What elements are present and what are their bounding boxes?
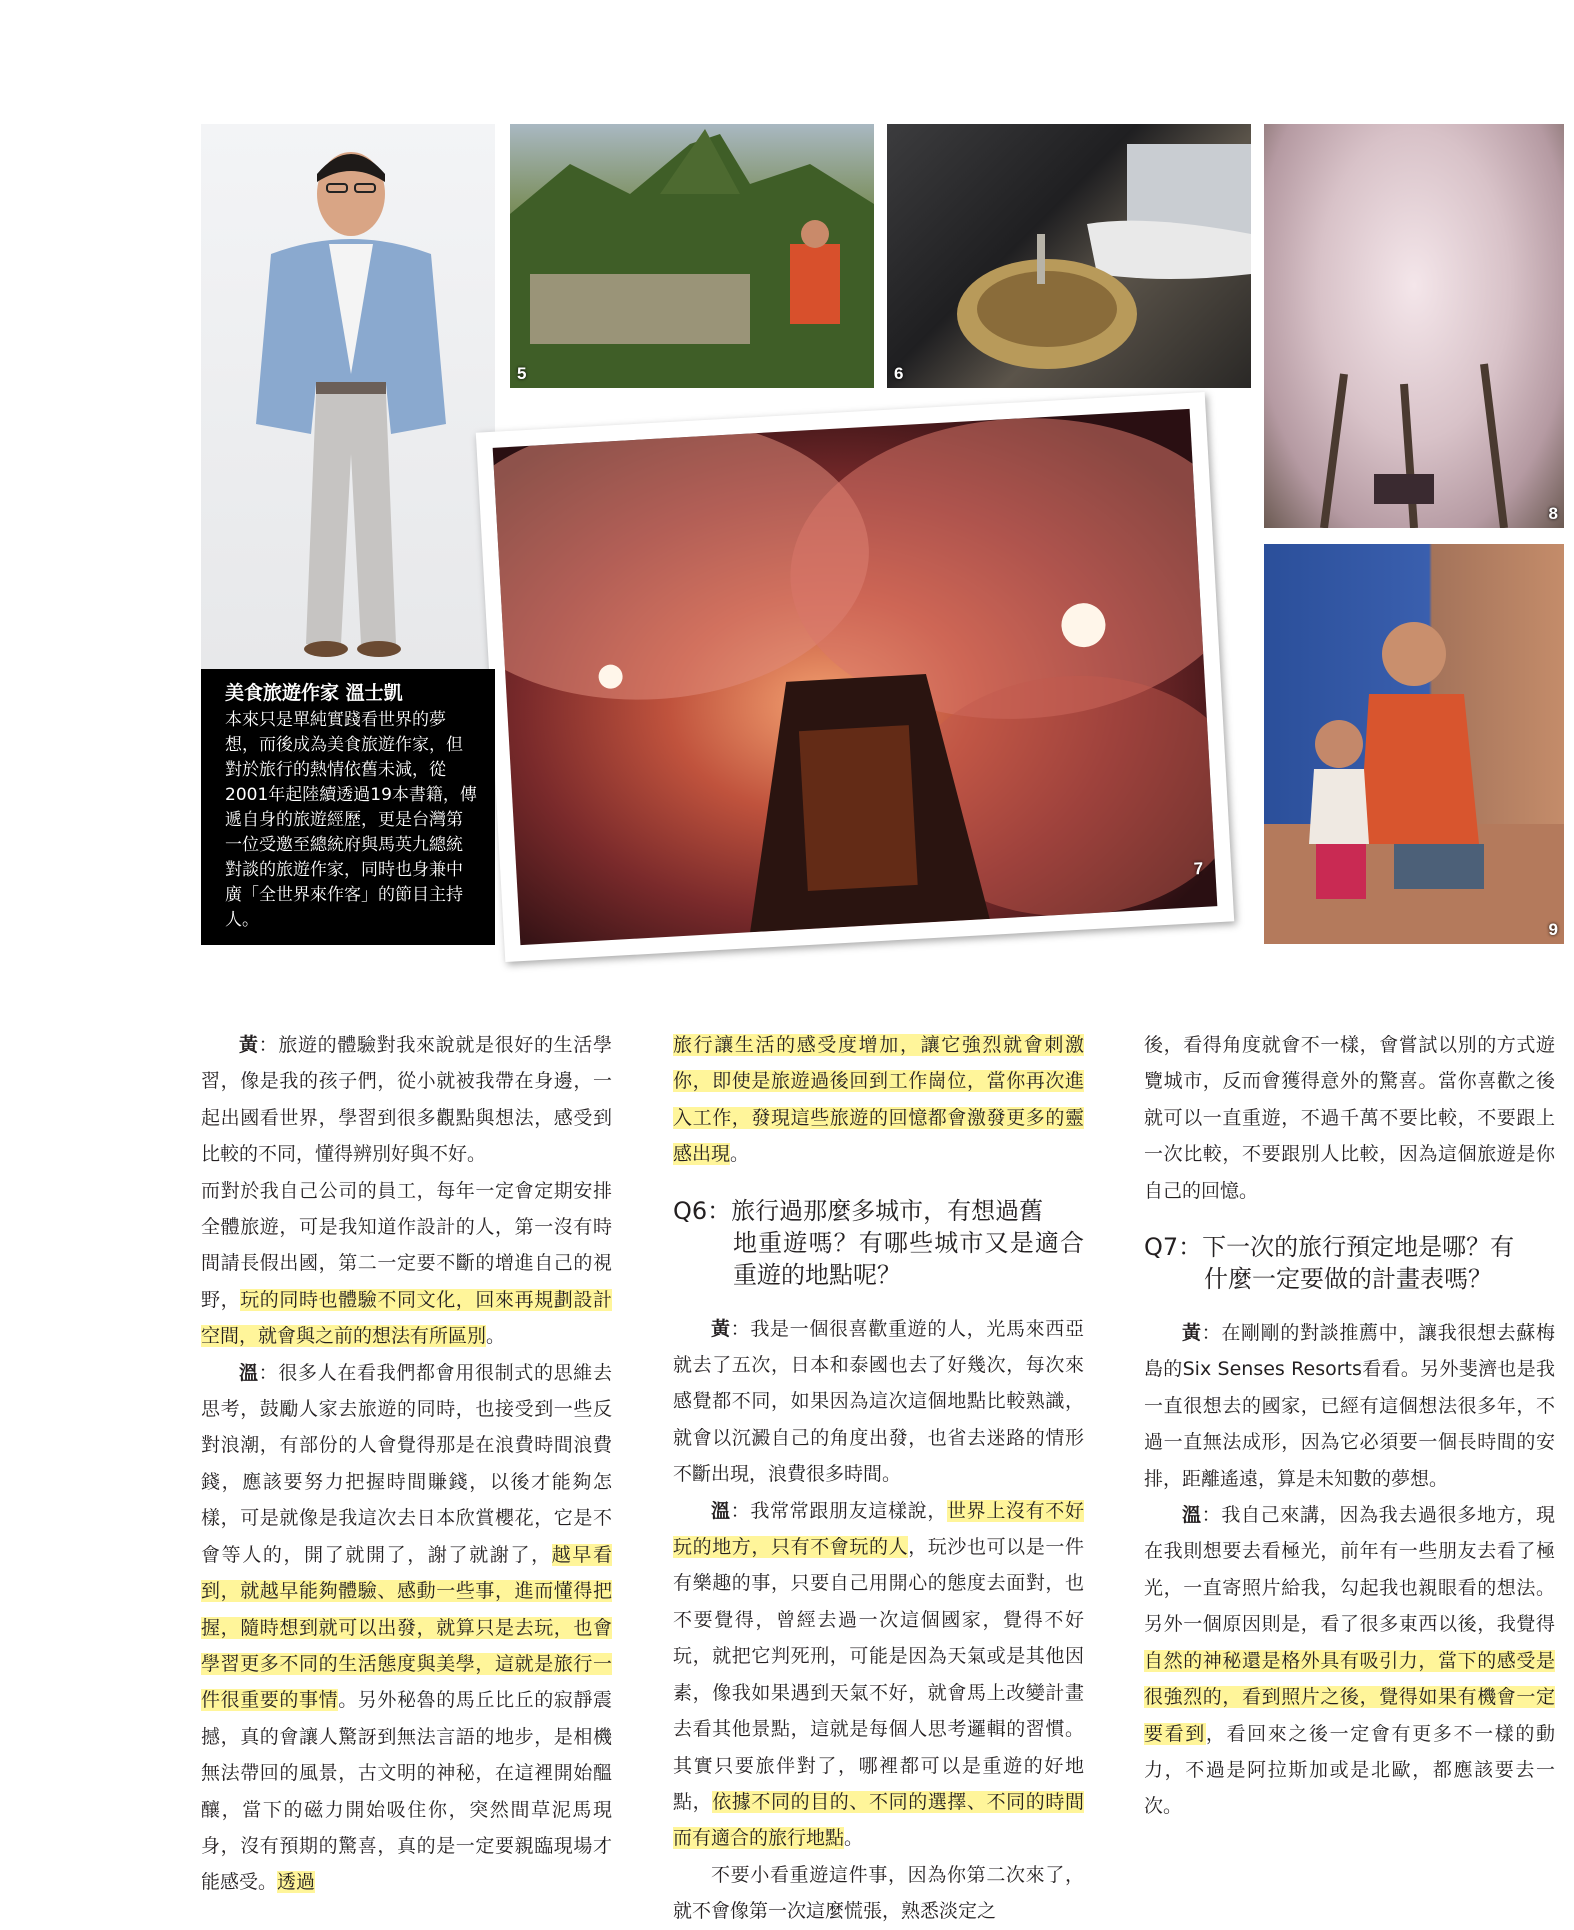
highlighted-text: 自然的神秘還是格外具有吸引力，當下的感受是很強烈的，看到照片之後，覺得如果有機會一定要看到 — [1144, 1649, 1555, 1745]
paragraph — [201, 1173, 612, 1355]
caption-body: 本來只是單純實踐看世界的夢想，而後成為美食旅遊作家，但對於旅行的熱情依舊未減，從2001年起陸續透過19本書籍，傳遞自身的旅遊經歷，更是台灣第一位受邀至總統府與馬英九總統對談的旅遊作家，同時也身兼中廣「全世界來作客」的節目主持人。 — [225, 710, 477, 930]
photo-machu-picchu — [510, 124, 874, 388]
text-column-1 — [201, 1027, 612, 1901]
paragraph-text: 。 — [844, 1827, 864, 1850]
boy-child-illustration — [1264, 544, 1564, 944]
photo-cherry-blossom-park — [1264, 124, 1564, 528]
cherry-park-illustration — [1264, 124, 1564, 528]
paragraph — [201, 1027, 612, 1173]
paragraph-text: 而對於我自己公司的員工，每年一定會定期安排全體旅遊，可是我知道作設計的人，第一沒有時間請長假出國，第二一定要不斷的增進自己的視野， — [201, 1179, 612, 1311]
speaker-label: 黃 — [1182, 1322, 1202, 1345]
paragraph-text: ：在剛剛的對談推薦中，讓我很想去蘇梅島的Six Senses Resorts看看。另外斐濟也是我一直很想去的國家，已經有這個想法很多年，不過一直無法成形，因為它必須要一個長時間的安排，距離遙遠，算是未知數的夢想。 — [1144, 1322, 1555, 1490]
question-text: 下一次的旅行預定地是哪？有 — [1202, 1233, 1515, 1262]
paragraph-text: ，看回來之後一定會有更多不一樣的動力，不過是阿拉斯加或是北歐，都應該要去一次。 — [1144, 1722, 1555, 1818]
night-blossom-illustration — [493, 409, 1218, 945]
highlighted-text: 越早看到，就越早能夠體驗、感動一些事，進而懂得把握，隨時想到就可以出發，就算只是去玩，也會學習更多不同的生活態度與美學，這就是旅行一件很重要的事情 — [201, 1543, 612, 1712]
question-text: 什麼一定要做的計畫表嗎？ — [1204, 1265, 1492, 1294]
paragraph — [673, 1857, 1084, 1930]
paragraph — [1144, 1497, 1555, 1825]
author-caption-box — [201, 669, 495, 945]
paragraph-text: ：我自己來講，因為我去過很多地方，現在我則想要去看極光，前年有一些朋友去看了極光，一直寄照片給我，勾起我也親眼看的想法。另外一個原因則是，看了很多東西以後，我覺得 — [1144, 1504, 1555, 1636]
portrait-illustration — [201, 124, 495, 669]
question-text: 地重遊嗎？有哪些城市又是適合重遊的地點呢？ — [733, 1228, 1084, 1289]
highlighted-text: 世界上沒有不好玩的地方，只有不會玩的人 — [673, 1499, 1084, 1559]
paragraph — [1144, 1027, 1555, 1209]
paragraph-text: ：我常常跟朋友這樣說， — [730, 1499, 947, 1522]
paragraph-text: 。 — [486, 1325, 506, 1348]
highlighted-text: 依據不同的目的、不同的選擇、不同的時間而有適合的旅行地點 — [673, 1790, 1084, 1850]
question-label: Q7： — [1144, 1233, 1203, 1262]
paragraph — [673, 1493, 1084, 1857]
highlighted-text: 透過 — [277, 1871, 316, 1894]
paragraph-text: ，玩沙也可以是一件有樂趣的事，只要自己用開心的態度去面對，也不要覺得，曾經去過一次這個國家，覺得不好玩，就把它判死刑，可能是因為天氣或是其他因素，像我如果遇到天氣不好，就會馬上改變計畫去看其他景點，這就是每個人思考邏輯的習慣。其實只要旅伴對了，哪裡都可以是重遊的好地點， — [673, 1536, 1084, 1813]
photo-bathroom-sink — [887, 124, 1251, 388]
machu-picchu-illustration — [510, 124, 874, 388]
text-column-3 — [1144, 1027, 1555, 1825]
paragraph-text: 。 — [730, 1143, 750, 1166]
paragraph — [673, 1027, 1084, 1173]
photo-cherry-blossom-river-night — [493, 409, 1218, 945]
photo-frame-7 — [476, 392, 1234, 962]
speaker-label: 黃 — [239, 1034, 259, 1056]
paragraph-text: ：我是一個很喜歡重遊的人，光馬來西亞就去了五次，日本和泰國也去了好幾次，每次來感覺都不同，如果因為這次這個地點比較熟識，就會以沉澱自己的角度出發，也省去迷路的情形不斷出現，浪費很多時間。 — [673, 1317, 1084, 1486]
paragraph-text: ：旅遊的體驗對我來說就是很好的生活學習，像是我的孩子們，從小就被我帶在身邊，一起出國看世界，學習到很多觀點與想法，感受到比較的不同，懂得辨別好與不好。 — [201, 1034, 612, 1166]
highlighted-text: 旅行讓生活的感受度增加，讓它強烈就會刺激你，即使是旅遊過後回到工作崗位，當你再次進入工作，發現這些旅遊的回憶都會激發更多的靈感出現 — [673, 1034, 1084, 1166]
photo-boy-and-child — [1264, 544, 1564, 944]
paragraph-text: 。另外秘魯的馬丘比丘的寂靜震撼，真的會讓人驚訝到無法言語的地步，是相機無法帶回的風景，古文明的神秘，在這裡開始醞釀，當下的磁力開始吸住你，突然間草泥馬現身，沒有預期的驚喜，真的是一定要親臨現場才能感受。 — [201, 1689, 612, 1894]
photo-number-6: 6 — [894, 364, 904, 383]
paragraph — [673, 1311, 1084, 1493]
paragraph-text: ：很多人在看我們都會用很制式的思維去思考，鼓勵人家去旅遊的同時，也接受到一些反對浪潮，有部份的人會覺得那是在浪費時間浪費錢，應該要努力把握時間賺錢，以後才能夠怎樣，可是就像是我這次去日本欣賞櫻花，它是不會等人的，開了就開了，謝了就謝了， — [201, 1361, 612, 1566]
bathroom-illustration — [887, 124, 1251, 388]
photo-number-9: 9 — [1548, 920, 1558, 939]
photo-number-7: 7 — [1193, 858, 1204, 879]
text-column-2 — [673, 1027, 1084, 1930]
paragraph — [201, 1355, 612, 1901]
speaker-label: 溫 — [239, 1361, 259, 1384]
speaker-label: 溫 — [711, 1499, 731, 1522]
caption-title: 美食旅遊作家 溫士凱 — [225, 682, 403, 704]
question-label: Q6： — [673, 1196, 732, 1225]
paragraph — [1144, 1315, 1555, 1497]
highlighted-text: 玩的同時也體驗不同文化，回來再規劃設計空間，就會與之前的想法有所區別 — [201, 1288, 612, 1348]
question-q7-heading — [1144, 1231, 1555, 1295]
paragraph-text: 不要小看重遊這件事，因為你第二次來了，就不會像第一次這麼慌張，熟悉淡定之 — [673, 1863, 1084, 1923]
paragraph-text: 後，看得角度就會不一樣，會嘗試以別的方式遊覽城市，反而會獲得意外的驚喜。當你喜歡之後就可以一直重遊，不過千萬不要比較，不要跟上一次比較，不要跟別人比較，因為這個旅遊是你自己的回憶。 — [1144, 1034, 1555, 1202]
question-text: 旅行過那麼多城市，有想過舊 — [731, 1196, 1044, 1225]
photo-number-5: 5 — [517, 364, 527, 383]
question-q6-heading — [673, 1195, 1084, 1291]
photo-number-8: 8 — [1548, 504, 1558, 523]
speaker-label: 溫 — [1182, 1504, 1202, 1527]
speaker-label: 黃 — [711, 1317, 731, 1340]
portrait-photo — [201, 124, 495, 669]
